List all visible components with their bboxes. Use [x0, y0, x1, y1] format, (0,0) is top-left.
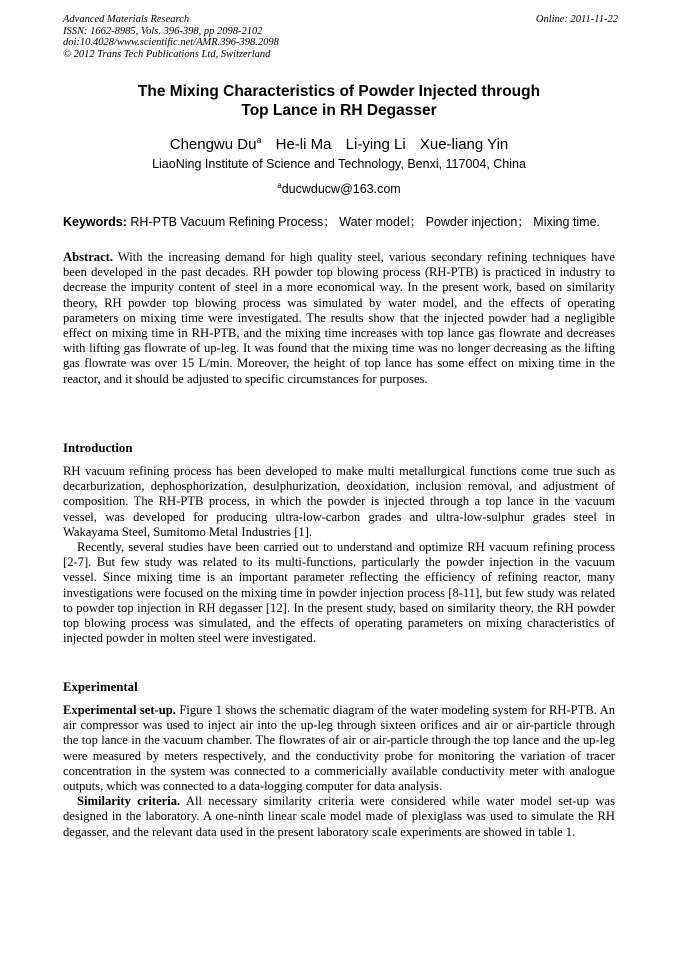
online-date: Online: 2011-11-22: [535, 14, 618, 25]
intro-paragraph-1: RH vacuum refining process has been developed to make multi metallurgical functions come true such as decarburization, dephosphorization, desulphurization, deoxidation, inclusion removal, and adjustment of composition. The RH-PTB process, in which the powder is injected through a top lance in the vacuum vessel, was developed for producing ultra-low-carbon grades and ultra-low-sulphur grades steel in Wakayama Steel, Sumitomo Metal Industries [1].: [63, 464, 615, 539]
author: Xue-liang Yin: [419, 136, 509, 153]
abstract: [63, 250, 615, 387]
affiliation: LiaoNing Institute of Science and Technology, Benxi, 117004, China: [152, 157, 526, 171]
author-email[interactable]: $^a$ducwducw@163.com: [277, 181, 401, 197]
journal-issn: ISSN: 1662-8985, Vols. 396-398, pp 2098-2102: [63, 25, 263, 37]
setup-label: Experimental set-up.: [63, 703, 176, 717]
author: He-li Ma: [275, 136, 332, 153]
journal-header: [63, 14, 618, 60]
introduction-heading: Introduction: [63, 441, 133, 455]
experimental-heading: Experimental: [63, 680, 138, 694]
setup-paragraph: Experimental set-up. Figure 1 shows the schematic diagram of the water modeling system for RH-PTB. An air compressor was used to inject air into the up-leg through sixteen orifices and air or air-particle through the top lance in the vacuum chamber. The flowrates of air or air-particle through the top lance and the up-leg were measured by meters respectively, and the conductivity probe for monitoring the variation of tracer concentration in the system was connected to a commericially available conductivity meter with analogue outputs, which was connected to a data-logging computer for data analysis.: [63, 703, 616, 794]
intro-paragraph-2: Recently, several studies have been carried out to understand and optimize RH vacuum refining process [2-7]. But few study was related to its multi-functions, particularly the powder injection in the vacuum vessel. Since mixing time is an important parameter reflecting the efficiency of refining reactor, many investigations were focused on the mixing time in powder injection process [8-11], but few study was related to powder top injection in RH degasser [12]. In the present study, based on similarity theory, the RH powder top blowing process was simulated, and the effects of operating parameters on mixing characteristics of injected powder in molten steel were investigated.: [63, 540, 615, 646]
title-line-1: The Mixing Characteristics of Powder Injected through: [137, 83, 541, 100]
author: Li-ying Li: [345, 136, 406, 153]
journal-name: Advanced Materials Research: [63, 14, 190, 25]
similarity-paragraph: Similarity criteria. All necessary similarity criteria were considered while water model set-up was designed in the laboratory. A one-ninth linear scale model made of plexiglass was used to simulate the RH degasser, and the relevant data used in the present laboratory scale experiments are showed in table 1.: [63, 794, 615, 839]
keywords-text: RH-PTB Vacuum Refining Process； Water model； Powder injection； Mixing time.: [130, 215, 600, 229]
keywords-label: Keywords:: [63, 215, 127, 229]
author: Chengwu Du$^a$: [169, 135, 262, 153]
keywords: [63, 215, 618, 230]
paper-title: [63, 82, 615, 120]
author-list: [63, 131, 615, 154]
introduction-body: [63, 464, 615, 646]
experimental-body: [63, 703, 615, 840]
similarity-label: Similarity criteria.: [77, 794, 181, 809]
title-line-2: Top Lance in RH Degasser: [241, 102, 437, 119]
journal-doi[interactable]: doi:10.4028/www.scientific.net/AMR.396-398.2098: [63, 37, 279, 48]
abstract-label: Abstract.: [63, 250, 114, 264]
journal-copyright: © 2012 Trans Tech Publications Ltd, Switzerland: [63, 48, 271, 60]
abstract-text: With the increasing demand for high quality steel, various secondary refining techniques have been developed in the past decades. RH powder top blowing process (RH-PTB) is practiced in industry to decrease the impurity content of steel in a more economical way. In the present work, based on similarity theory, RH powder top blowing process was simulated by water model, and the effects of operating parameters on mixing time were investigated. The results show that the injected powder had a negligible effect on mixing time in RH-PTB, and the mixing time increases with top lance gas flowrate and decreases with lifting gas flowrate of up-leg. It was found that the mixing time was no longer decreasing as the lifting gas flowrate was over 15 L/min. Moreover, the height of top lance has some effect on mixing time in the reactor, and it should be adjusted to specific circumstances for purposes.: [63, 250, 615, 386]
